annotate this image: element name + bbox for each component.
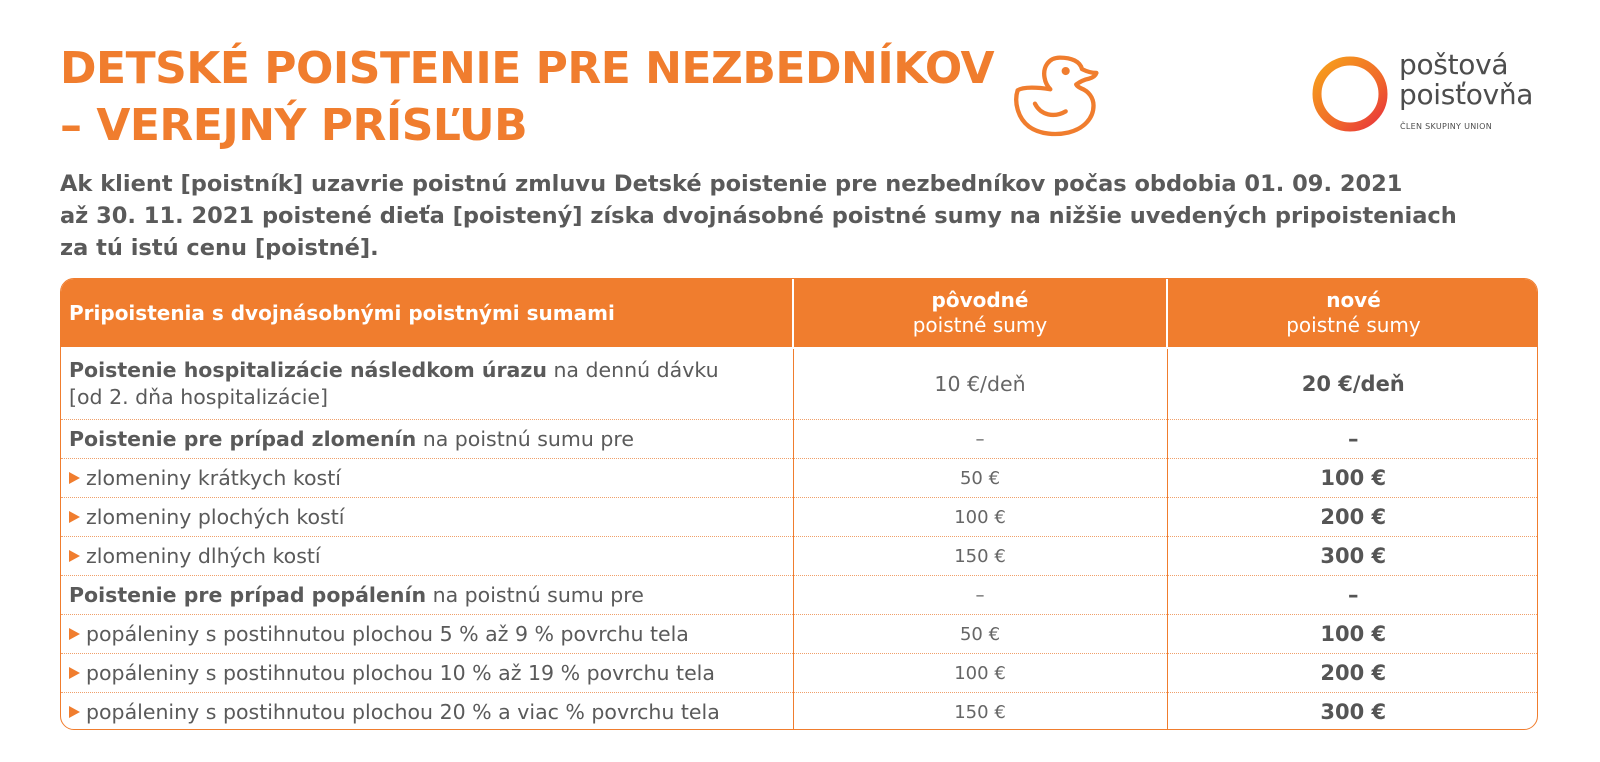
- company-logo: [1310, 50, 1550, 136]
- row-label: [61, 654, 793, 693]
- insurance-table: [60, 278, 1538, 730]
- row-original-value: –: [793, 576, 1167, 615]
- page-title: [60, 40, 1020, 154]
- triangle-right-icon: [69, 550, 80, 562]
- logo-wordmark: [1399, 50, 1533, 110]
- row-new-value: –: [1167, 576, 1538, 615]
- table-header-row: [61, 279, 1538, 348]
- row-new-value: –: [1167, 420, 1538, 459]
- row-label-text: popáleniny s postihnutou plochou 10 % až 19 % povrchu tela: [86, 660, 715, 685]
- row-label-line-2: [od 2. dňa hospitalizácie]: [69, 385, 329, 409]
- row-original-value: –: [793, 420, 1167, 459]
- row-original-value: 50 €: [793, 459, 1167, 498]
- triangle-right-icon: [69, 667, 80, 679]
- row-label: [61, 537, 793, 576]
- title-line-1: DETSKÉ POISTENIE PRE NEZBEDNÍKOV: [60, 43, 995, 94]
- row-label: [61, 693, 793, 731]
- table-row: [61, 537, 1538, 576]
- header-col-new: [1167, 279, 1538, 348]
- triangle-right-icon: [69, 511, 80, 523]
- table-row: [61, 420, 1538, 459]
- triangle-right-icon: [69, 472, 80, 484]
- row-label-rest: na dennú dávku: [546, 358, 719, 382]
- row-original-value: 150 €: [793, 693, 1167, 731]
- header-new-label: nové: [1326, 288, 1381, 312]
- row-label-rest: na poistnú sumu pre: [426, 582, 644, 607]
- row-label: [61, 459, 793, 498]
- triangle-right-icon: [69, 706, 80, 718]
- title-line-2: – VEREJNÝ PRÍSĽUB: [60, 100, 528, 151]
- row-label: [61, 498, 793, 537]
- header-col-coverage: Pripoistenia s dvojnásobnými poistnými sumami: [61, 279, 793, 348]
- row-new-value: 200 €: [1167, 654, 1538, 693]
- table-row: [61, 498, 1538, 537]
- row-label-strong: Poistenie hospitalizácie následkom úrazu: [69, 358, 547, 382]
- row-original-value: 10 €/deň: [793, 348, 1167, 420]
- triangle-right-icon: [69, 628, 80, 640]
- row-new-value: 300 €: [1167, 693, 1538, 731]
- intro-paragraph: [60, 168, 1510, 264]
- table-row: [61, 693, 1538, 731]
- gradient-ring-icon: [1310, 54, 1390, 134]
- logo-subtitle: ČLEN SKUPINY UNION: [1400, 122, 1493, 131]
- table-row: [61, 459, 1538, 498]
- row-new-value: 200 €: [1167, 498, 1538, 537]
- table-row: [61, 615, 1538, 654]
- row-label: [61, 576, 793, 615]
- row-original-value: 100 €: [793, 498, 1167, 537]
- row-label: [61, 420, 793, 459]
- intro-line-1: Ak klient [poistník] uzavrie poistnú zmluvu Detské poistenie pre nezbedníkov počas obdobia 01. 09. 2021: [60, 171, 1403, 197]
- logo-line-1: poštová: [1399, 48, 1509, 81]
- row-new-value: 100 €: [1167, 459, 1538, 498]
- row-label-text: zlomeniny dlhých kostí: [86, 543, 321, 568]
- table-row: [61, 348, 1538, 420]
- row-label-text: popáleniny s postihnutou plochou 20 % a viac % povrchu tela: [86, 699, 720, 724]
- table-row: [61, 576, 1538, 615]
- header-original-label: pôvodné: [931, 288, 1029, 312]
- row-label: [61, 348, 793, 420]
- row-original-value: 150 €: [793, 537, 1167, 576]
- row-original-value: 100 €: [793, 654, 1167, 693]
- row-label-strong: Poistenie pre prípad zlomenín: [69, 426, 417, 451]
- row-original-value: 50 €: [793, 615, 1167, 654]
- row-new-value: 300 €: [1167, 537, 1538, 576]
- header-col-original: [793, 279, 1167, 348]
- intro-line-2: až 30. 11. 2021 poistené dieťa [poistený] získa dvojnásobné poistné sumy na nižšie uvedených pripoisteniach: [60, 203, 1457, 229]
- row-label-rest: na poistnú sumu pre: [416, 426, 634, 451]
- intro-line-3: za tú istú cenu [poistné].: [60, 235, 379, 261]
- table-row: [61, 654, 1538, 693]
- row-new-value: 100 €: [1167, 615, 1538, 654]
- header-original-sub: poistné sumy: [912, 313, 1048, 337]
- duck-outline-icon: [1010, 48, 1106, 144]
- insurance-table-grid: [61, 279, 1538, 730]
- row-label-text: popáleniny s postihnutou plochou 5 % až 9 % povrchu tela: [86, 621, 689, 646]
- header-new-sub: poistné sumy: [1286, 313, 1421, 337]
- logo-line-2: poisťovňa: [1399, 78, 1534, 111]
- row-label-strong: Poistenie pre prípad popálenín: [69, 582, 427, 607]
- row-label-text: zlomeniny krátkych kostí: [86, 465, 341, 490]
- row-new-value: 20 €/deň: [1167, 348, 1538, 420]
- row-label: [61, 615, 793, 654]
- row-label-text: zlomeniny plochých kostí: [86, 504, 345, 529]
